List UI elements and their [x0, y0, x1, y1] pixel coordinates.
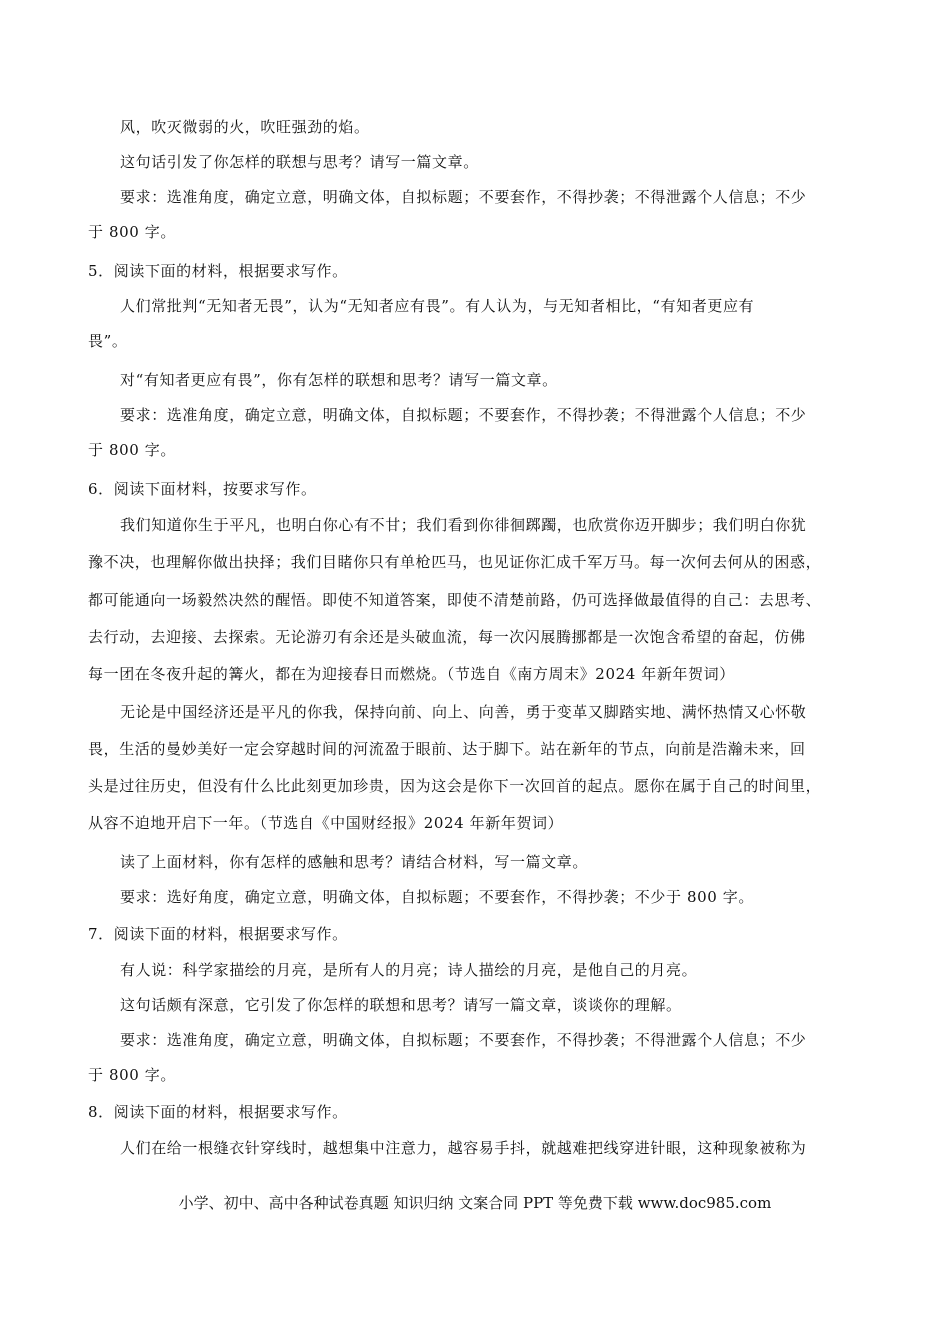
question-5-requirement-cont: 于 800 字。	[88, 441, 176, 459]
essay-prompt-quote: 风，吹灭微弱的火，吹旺强劲的焰。	[120, 118, 370, 136]
question-6-material-line: 每一团在冬夜升起的篝火，都在为迎接春日而燃烧。（节选自《南方周末》2024 年新年贺词）	[88, 665, 735, 683]
question-5-material-cont: 畏”。	[88, 332, 128, 350]
question-6-heading: 6．阅读下面材料，按要求写作。	[88, 480, 317, 498]
page-footer: 小学、初中、高中各种试卷真题 知识归纳 文案合同 PPT 等免费下载 www.doc985.com	[178, 1194, 772, 1212]
question-6-material-line: 头是过往历史，但没有什么比此刻更加珍贵，因为这会是你下一次回首的起点。愿你在属于自己的时间里，	[88, 777, 822, 795]
question-6-material-line: 我们知道你生于平凡，也明白你心有不甘；我们看到你徘徊踯躅，也欣赏你迈开脚步；我们明白你犹	[120, 516, 807, 534]
question-6-material-line: 无论是中国经济还是平凡的你我，保持向前、向上、向善，勇于变革又脚踏实地、满怀热情又心怀敬	[120, 703, 807, 721]
question-5-requirement: 要求：选准角度，确定立意，明确文体，自拟标题；不要套作，不得抄袭；不得泄露个人信息；不少	[120, 406, 807, 424]
essay-question: 这句话引发了你怎样的联想与思考？请写一篇文章。	[120, 153, 479, 171]
question-6-requirement: 要求：选好角度，确定立意，明确文体，自拟标题；不要套作，不得抄袭；不少于 800 字。	[120, 888, 754, 906]
question-6-material-line: 都可能通向一场毅然决然的醒悟。即使不知道答案，即使不清楚前路，仍可选择做最值得的自己：去思考、	[88, 591, 822, 609]
question-6-material-line: 豫不决，也理解你做出抉择；我们目睹你只有单枪匹马，也见证你汇成千军万马。每一次何去何从的困惑，	[88, 553, 822, 571]
question-6-question: 读了上面材料，你有怎样的感触和思考？请结合材料，写一篇文章。	[120, 853, 589, 871]
question-7-question: 这句话颇有深意，它引发了你怎样的联想和思考？请写一篇文章，谈谈你的理解。	[120, 996, 682, 1014]
question-7-heading: 7．阅读下面的材料，根据要求写作。	[88, 925, 348, 943]
essay-requirement: 要求：选准角度，确定立意，明确文体，自拟标题；不要套作，不得抄袭；不得泄露个人信息；不少	[120, 188, 807, 206]
question-5-material: 人们常批判“无知者无畏”，认为“无知者应有畏”。有人认为，与无知者相比，“有知者更应有	[120, 297, 755, 315]
question-7-material: 有人说：科学家描绘的月亮，是所有人的月亮；诗人描绘的月亮，是他自己的月亮。	[120, 961, 698, 979]
question-5-question: 对“有知者更应有畏”，你有怎样的联想和思考？请写一篇文章。	[120, 371, 558, 389]
question-8-material: 人们在给一根缝衣针穿线时，越想集中注意力，越容易手抖，就越难把线穿进针眼，这种现象被称为	[120, 1139, 807, 1157]
question-7-requirement: 要求：选准角度，确定立意，明确文体，自拟标题；不要套作，不得抄袭；不得泄露个人信息；不少	[120, 1031, 807, 1049]
question-6-material-line: 去行动，去迎接、去探索。无论游刃有余还是头破血流，每一次闪展腾挪都是一次饱含希望的奋起，仿佛	[88, 628, 806, 646]
question-8-heading: 8．阅读下面的材料，根据要求写作。	[88, 1103, 348, 1121]
question-7-requirement-cont: 于 800 字。	[88, 1066, 176, 1084]
question-6-material-line: 从容不迫地开启下一年。（节选自《中国财经报》2024 年新年贺词）	[88, 814, 564, 832]
question-6-material-line: 畏，生活的曼妙美好一定会穿越时间的河流盈于眼前、达于脚下。站在新年的节点，向前是浩瀚未来，回	[88, 740, 806, 758]
essay-requirement-cont: 于 800 字。	[88, 223, 176, 241]
question-5-heading: 5．阅读下面的材料，根据要求写作。	[88, 262, 348, 280]
